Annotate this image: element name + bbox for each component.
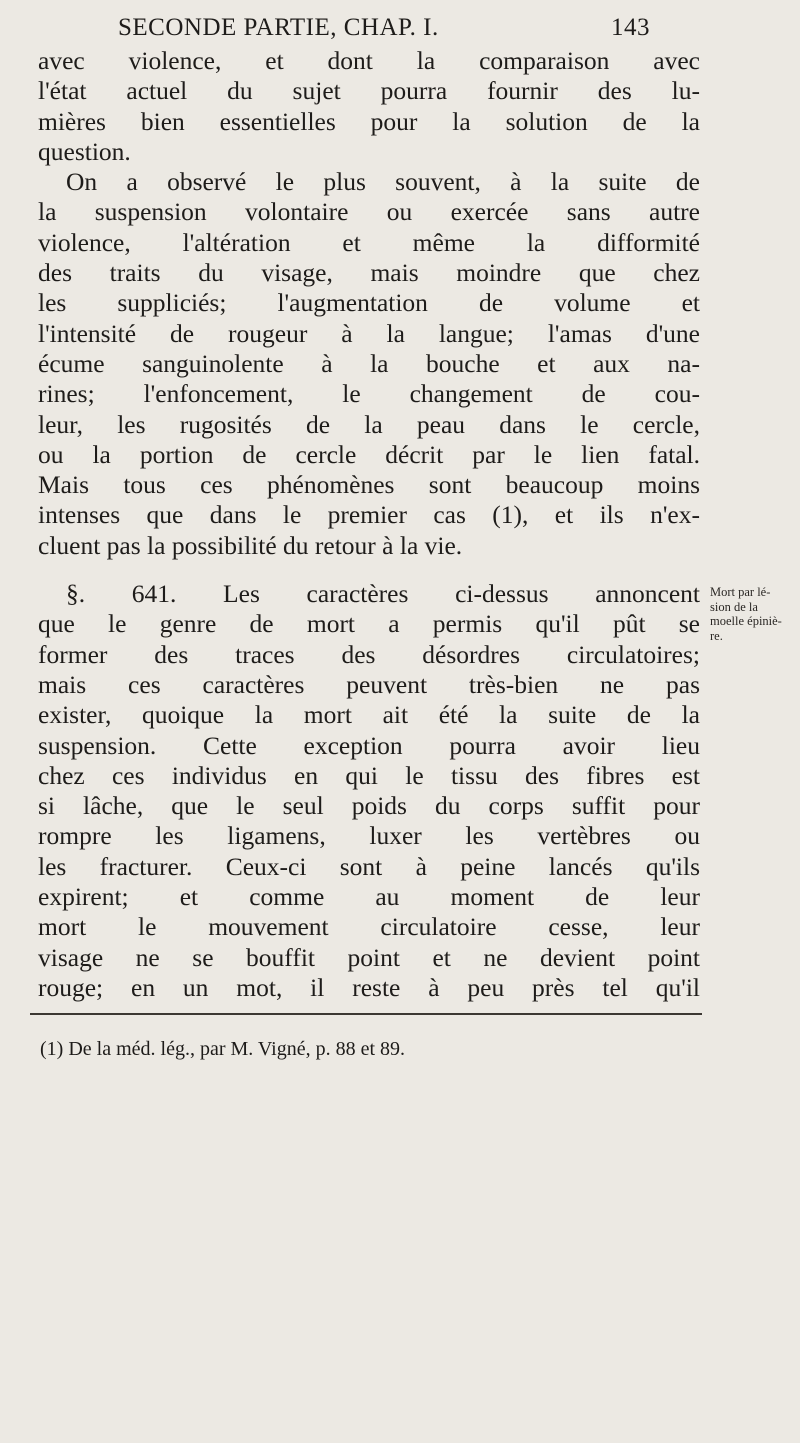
text-line: l'état actuel du sujet pourra fournir des lu- xyxy=(38,76,700,106)
text-line: cluent pas la possibilité du retour à la vie. xyxy=(38,530,463,560)
text-line: visage ne se bouffit point et ne devient point xyxy=(38,942,700,972)
body-text xyxy=(38,46,700,1003)
paragraph-spacer xyxy=(38,561,700,579)
running-head xyxy=(118,14,718,42)
marginal-note-line: sion de la xyxy=(710,599,758,614)
text-line: intenses que dans le premier cas (1), et ils n'ex- xyxy=(38,500,700,530)
text-line: des traits du visage, mais moindre que chez xyxy=(38,258,700,288)
footnote: (1) De la méd. lég., par M. Vigné, p. 88 et 89. xyxy=(40,1038,406,1060)
text-line: ou la portion de cercle décrit par le lien fatal. xyxy=(38,439,700,469)
text-line: Mais tous ces phénomènes sont beaucoup moins xyxy=(38,470,700,500)
marginal-note xyxy=(710,585,790,643)
text-line: §. 641. Les caractères ci-dessus annoncent xyxy=(66,579,700,609)
text-line: leur, les rugosités de la peau dans le cercle, xyxy=(38,409,700,439)
text-line: mort le mouvement circulatoire cesse, leur xyxy=(38,912,700,942)
footnote-divider xyxy=(30,1013,702,1015)
text-line: écume sanguinolente à la bouche et aux na- xyxy=(38,348,700,378)
text-line: l'intensité de rougeur à la langue; l'amas d'une xyxy=(38,318,700,348)
text-line: former des traces des désordres circulatoires; xyxy=(38,639,700,669)
text-line: rompre les ligamens, luxer les vertèbres ou xyxy=(38,821,700,851)
text-line: si lâche, que le seul poids du corps suffit pour xyxy=(38,791,700,821)
text-line: mais ces caractères peuvent très-bien ne pas xyxy=(38,669,700,699)
running-title: SECONDE PARTIE, CHAP. I. xyxy=(118,14,439,41)
text-line: la suspension volontaire ou exercée sans autre xyxy=(38,197,700,227)
text-line: exister, quoique la mort ait été la suite de la xyxy=(38,700,700,730)
page-number: 143 xyxy=(611,14,650,41)
text-line: les fracturer. Ceux-ci sont à peine lancés qu'ils xyxy=(38,851,700,881)
paragraph-2 xyxy=(38,167,700,561)
text-line: les suppliciés; l'augmentation de volume et xyxy=(38,288,700,318)
marginal-note-line: moelle épiniè- xyxy=(710,614,782,628)
text-line: violence, l'altération et même la difformité xyxy=(38,227,700,257)
text-line: expirent; et comme au moment de leur xyxy=(38,882,700,912)
text-line: question. xyxy=(38,136,131,166)
text-line: rouge; en un mot, il reste à peu près tel qu'il xyxy=(38,972,700,1002)
marginal-note-line: re. xyxy=(710,628,723,643)
marginal-note-line: Mort par lé- xyxy=(710,585,771,599)
text-line: chez ces individus en qui le tissu des fibres est xyxy=(38,760,700,790)
text-line: rines; l'enfoncement, le changement de cou- xyxy=(38,379,700,409)
text-line: On a observé le plus souvent, à la suite de xyxy=(66,167,700,197)
text-line: suspension. Cette exception pourra avoir lieu xyxy=(38,730,700,760)
paragraph-1 xyxy=(38,46,700,167)
paragraph-3 xyxy=(38,579,700,1003)
text-line: que le genre de mort a permis qu'il pût se xyxy=(38,609,700,639)
text-line: avec violence, et dont la comparaison avec xyxy=(38,46,700,75)
text-line: mières bien essentielles pour la solution de la xyxy=(38,106,700,136)
